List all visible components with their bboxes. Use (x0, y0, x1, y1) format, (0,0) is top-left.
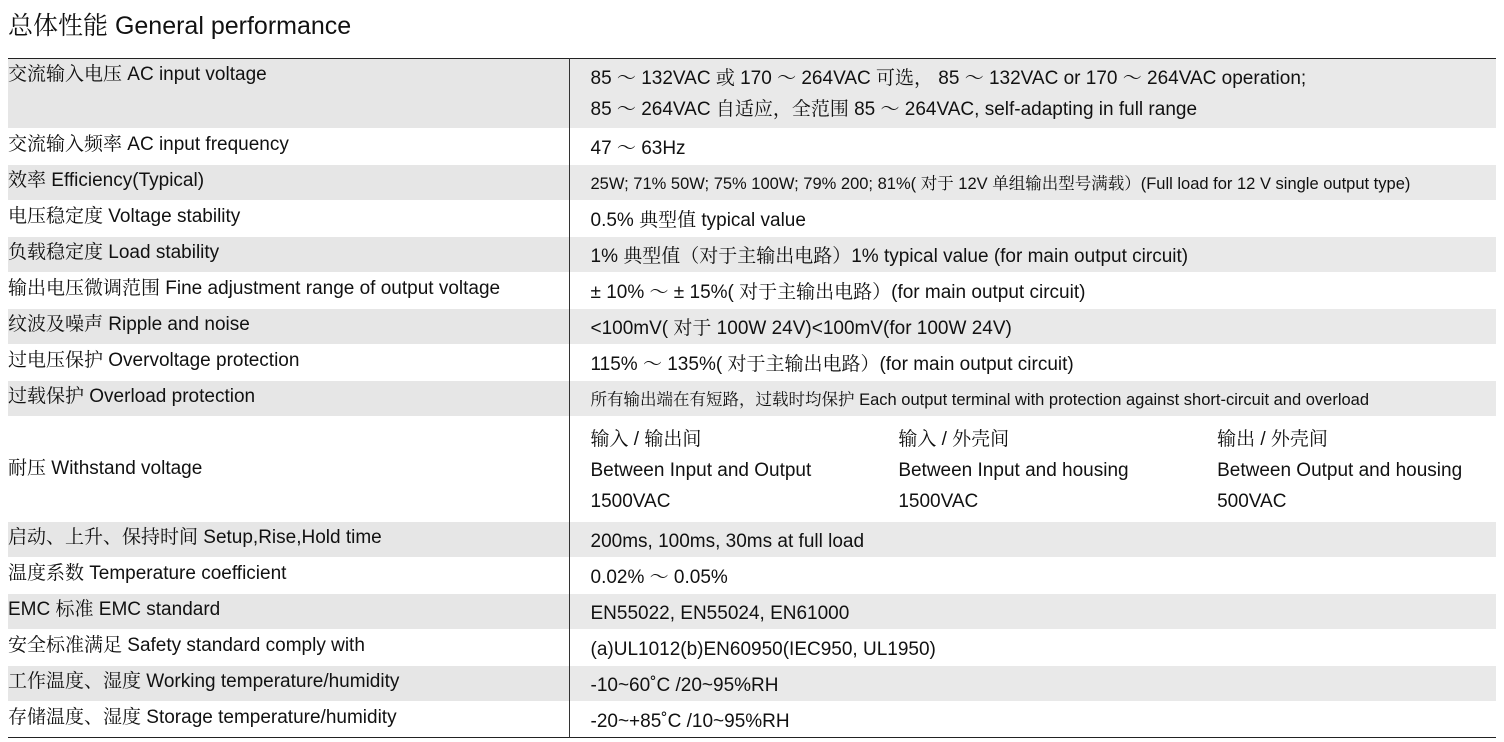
row-label: EMC 标准 EMC standard (8, 594, 569, 630)
withstand-cn: 输入 / 外壳间 (898, 429, 1010, 450)
row-value: 47 ～ 63Hz (569, 129, 1496, 165)
row-value (569, 59, 1496, 129)
table-row-working-temperature (8, 666, 1496, 702)
withstand-en: Between Input and housing (898, 460, 1129, 481)
row-label: 交流输入电压 AC input voltage (8, 59, 569, 129)
row-label: 工作温度、湿度 Working temperature/humidity (8, 666, 569, 702)
withstand-en: Between Output and housing (1217, 460, 1463, 481)
row-label: 效率 Efficiency(Typical) (8, 165, 569, 201)
row-label: 过电压保护 Overvoltage protection (8, 345, 569, 381)
row-value (569, 417, 1496, 522)
value-line: 85 ～ 264VAC 自适应，全范围 85 ～ 264VAC, self-adapting in full range (590, 99, 1198, 120)
table-row-efficiency (8, 165, 1496, 201)
withstand-column (898, 424, 1217, 517)
table-row-emc-standard (8, 594, 1496, 630)
table-row-overvoltage-protection (8, 345, 1496, 381)
row-value: 1% 典型值（对于主输出电路）1% typical value (for main output circuit) (569, 237, 1496, 273)
withstand-value: 500VAC (1217, 491, 1287, 512)
table-row-ac-input-voltage (8, 59, 1496, 129)
row-value: 0.02% ～ 0.05% (569, 558, 1496, 594)
table-row-storage-temperature (8, 702, 1496, 738)
table-row-ac-input-frequency (8, 129, 1496, 165)
row-value: -10~60˚C /20~95%RH (569, 666, 1496, 702)
row-label: 启动、上升、保持时间 Setup,Rise,Hold time (8, 522, 569, 558)
withstand-value: 1500VAC (898, 491, 979, 512)
row-value: <100mV( 对于 100W 24V)<100mV(for 100W 24V) (569, 309, 1496, 345)
withstand-cn: 输入 / 输出间 (590, 429, 702, 450)
row-value: EN55022, EN55024, EN61000 (569, 594, 1496, 630)
value-line: 85 ～ 132VAC 或 170 ～ 264VAC 可选， 85 ～ 132VAC or 170 ～ 264VAC operation; (590, 68, 1307, 89)
row-label: 负载稳定度 Load stability (8, 237, 569, 273)
withstand-value: 1500VAC (590, 491, 671, 512)
table-row-load-stability (8, 237, 1496, 273)
row-label: 温度系数 Temperature coefficient (8, 558, 569, 594)
general-performance-table (8, 58, 1496, 738)
page-title: 总体性能 General performance (8, 12, 352, 40)
row-label: 过载保护 Overload protection (8, 381, 569, 417)
row-value: -20~+85˚C /10~95%RH (569, 702, 1496, 738)
table-row-overload-protection (8, 381, 1496, 417)
row-label: 耐压 Withstand voltage (8, 417, 569, 522)
row-label: 输出电压微调范围 Fine adjustment range of output voltage (8, 273, 569, 309)
withstand-cn: 输出 / 外壳间 (1217, 429, 1328, 450)
row-label: 安全标准满足 Safety standard comply with (8, 630, 569, 666)
withstand-en: Between Input and Output (590, 460, 812, 481)
withstand-column (591, 424, 899, 517)
row-value: (a)UL1012(b)EN60950(IEC950, UL1950) (569, 630, 1496, 666)
row-value: 200ms, 100ms, 30ms at full load (569, 522, 1496, 558)
row-label: 交流输入频率 AC input frequency (8, 129, 569, 165)
table-row-withstand-voltage (8, 417, 1496, 522)
table-row-voltage-stability (8, 201, 1496, 237)
row-value: 所有输出端在有短路，过载时均保护 Each output terminal with protection against short-circuit and overload (569, 381, 1496, 417)
row-label: 电压稳定度 Voltage stability (8, 201, 569, 237)
table-row-temperature-coefficient (8, 558, 1496, 594)
row-label: 存储温度、湿度 Storage temperature/humidity (8, 702, 569, 738)
row-label: 纹波及噪声 Ripple and noise (8, 309, 569, 345)
row-value: ± 10% ～ ± 15%( 对于主输出电路）(for main output circuit) (569, 273, 1496, 309)
withstand-column (1217, 424, 1496, 517)
table-row-setup-rise-hold (8, 522, 1496, 558)
table-row-safety-standard (8, 630, 1496, 666)
table-row-ripple-noise (8, 309, 1496, 345)
row-value: 0.5% 典型值 typical value (569, 201, 1496, 237)
row-value: 25W; 71% 50W; 75% 100W; 79% 200; 81%( 对于 12V 单组输出型号满载）(Full load for 12 V single output type) (569, 165, 1496, 201)
row-value: 115% ～ 135%( 对于主输出电路）(for main output circuit) (569, 345, 1496, 381)
table-row-fine-adjustment (8, 273, 1496, 309)
